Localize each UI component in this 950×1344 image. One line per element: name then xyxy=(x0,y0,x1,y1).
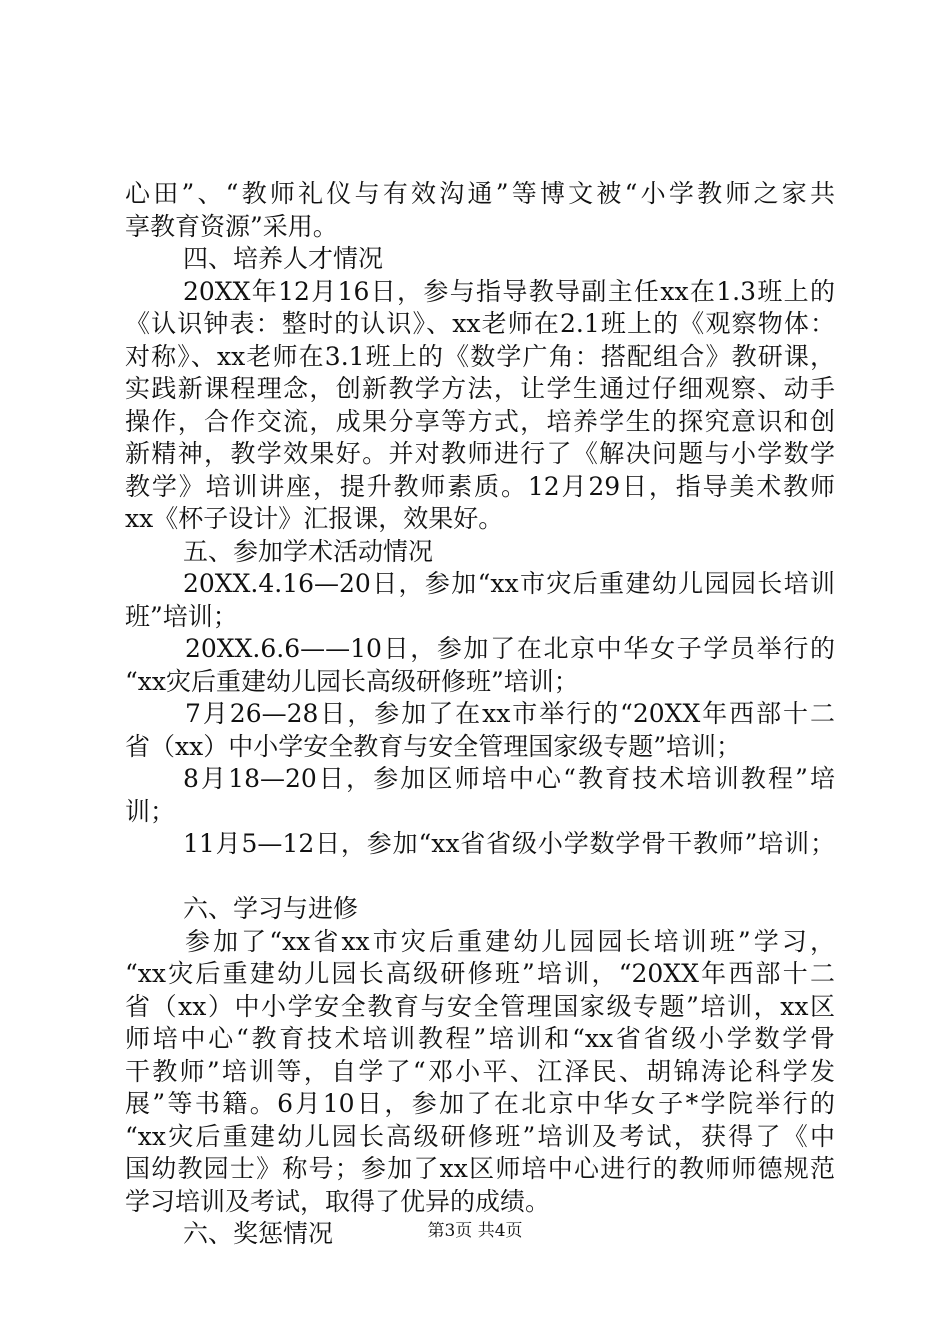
text-line: 20XX.6.6——10日，参加了在北京中华女子学员举行的 xyxy=(185,634,835,663)
text-line: 实践新课程理念，创新教学方法，让学生通过仔细观察、动手 xyxy=(125,374,835,403)
text-line: 8月18—20日，参加区师培中心“教育技术培训教程”培 xyxy=(183,764,835,793)
page-footer: 第3页 共4页 xyxy=(427,1221,523,1241)
section-heading: 四、培养人才情况 xyxy=(183,244,384,273)
blank-line xyxy=(125,861,835,894)
text-line: 学习培训及考试，取得了优异的成绩。 xyxy=(125,1186,551,1216)
text-line: 《认识钟表：整时的认识》、xx老师在2.1班上的《观察物体： xyxy=(125,309,835,338)
text-line: xx《杯子设计》汇报课，效果好。 xyxy=(125,504,504,533)
text-line: 新精神，教学效果好。并对教师进行了《解决问题与小学数学 xyxy=(125,439,835,468)
text-line: 干教师”培训等，自学了“邓小平、江泽民、胡锦涛论科学发 xyxy=(125,1056,835,1086)
text-line: 参加了“xx省xx市灾后重建幼儿园园长培训班”学习， xyxy=(185,926,835,956)
text-line: 训； xyxy=(125,796,176,826)
text-line: 20XX.4.16—20日，参加“xx市灾后重建幼儿园园长培训 xyxy=(183,569,835,598)
text-line: 操作，合作交流，成果分享等方式，培养学生的探究意识和创 xyxy=(125,406,835,436)
text-line: 教学》培训讲座，提升教师素质。12月29日，指导美术教师 xyxy=(125,471,835,501)
text-line: 师培中心“教育技术培训教程”培训和“xx省省级小学数学骨 xyxy=(125,1024,835,1053)
text-line: “xx灾后重建幼儿园长高级研修班”培训； xyxy=(125,666,579,696)
text-line: 班”培训； xyxy=(125,601,238,631)
text-line: 省（xx）中小学安全教育与安全管理国家级专题”培训； xyxy=(125,731,741,761)
text-line: 7月26—28日，参加了在xx市举行的“20XX年西部十二 xyxy=(185,699,835,728)
text-line: “xx灾后重建幼儿园长高级研修班”培训及考试，获得了《中 xyxy=(125,1121,835,1151)
text-line: 省（xx）中小学安全教育与安全管理国家级专题”培训，xx区 xyxy=(125,991,835,1021)
text-line: 对称》、xx老师在3.1班上的《数学广角：搭配组合》教研课， xyxy=(125,341,835,371)
text-line: 11月5—12日，参加“xx省省级小学数学骨干教师”培训； xyxy=(183,829,835,858)
text-line: “xx灾后重建幼儿园长高级研修班”培训，“20XX年西部十二 xyxy=(125,959,835,988)
text-line: 20XX年12月16日，参与指导教导副主任xx在1.3班上的 xyxy=(183,276,835,306)
section-heading: 六、奖惩情况 xyxy=(183,1219,334,1248)
document-body xyxy=(125,178,835,1251)
text-line: 国幼教园士》称号；参加了xx区师培中心进行的教师师德规范 xyxy=(125,1154,835,1183)
text-line: 享教育资源”采用。 xyxy=(125,211,338,241)
section-heading: 六、学习与进修 xyxy=(183,894,359,923)
section-heading: 五、参加学术活动情况 xyxy=(183,536,434,566)
text-line: 展”等书籍。6月10日，参加了在北京中华女子*学院举行的 xyxy=(125,1089,835,1118)
text-line: 心田”、“教师礼仪与有效沟通”等博文被“小学教师之家共 xyxy=(125,179,835,208)
